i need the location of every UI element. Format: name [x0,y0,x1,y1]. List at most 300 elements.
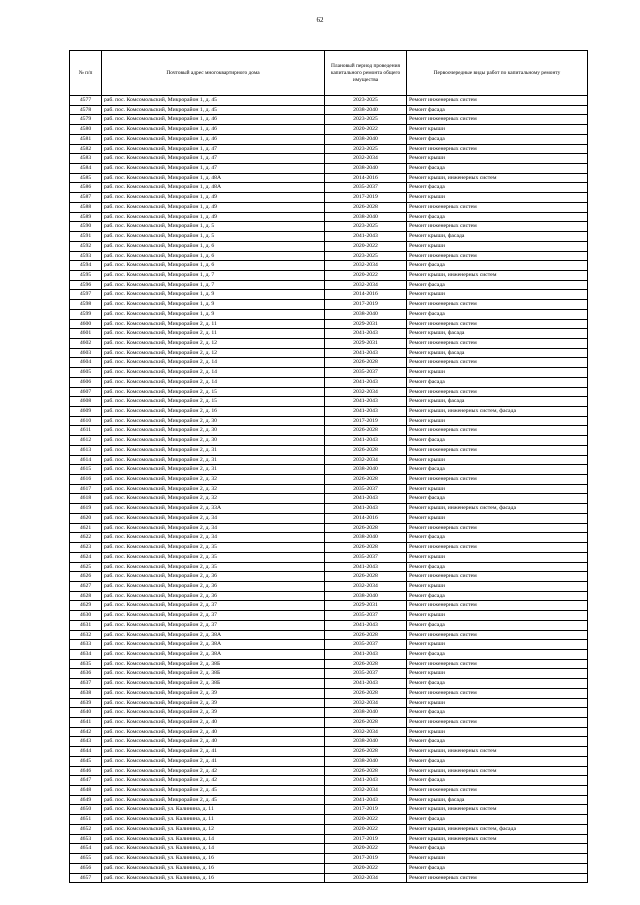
row-number: 4580 [70,125,102,135]
row-period: 2029-2031 [325,601,407,611]
row-period: 2032-2034 [325,387,407,397]
row-address: раб. пос. Комсомольский, Микрорайон 2, д. 38А [102,640,325,650]
row-number: 4653 [70,834,102,844]
row-number: 4631 [70,620,102,630]
row-number: 4645 [70,756,102,766]
table-row [70,543,588,553]
table-row [70,164,588,174]
row-period: 2026-2028 [325,523,407,533]
table-row [70,601,588,611]
table-row [70,484,588,494]
row-address: раб. пос. Комсомольский, Микрорайон 2, д. 37 [102,620,325,630]
row-period: 2038-2040 [325,164,407,174]
row-period: 2026-2028 [325,202,407,212]
row-works: Ремонт инженерных систем [407,572,588,582]
row-period: 2020-2022 [325,815,407,825]
row-address: раб. пос. Комсомольский, Микрорайон 2, д. 40 [102,718,325,728]
row-address: раб. пос. Комсомольский, Микрорайон 1, д. 9 [102,290,325,300]
row-address: раб. пос. Комсомольский, Микрорайон 2, д. 31 [102,465,325,475]
table-row [70,125,588,135]
row-number: 4641 [70,718,102,728]
row-address: раб. пос. Комсомольский, Микрорайон 1, д. 46 [102,125,325,135]
table-row [70,241,588,251]
row-period: 2038-2040 [325,737,407,747]
table-row [70,494,588,504]
table-row [70,630,588,640]
table-row [70,222,588,232]
row-period: 2041-2043 [325,377,407,387]
row-number: 4624 [70,552,102,562]
row-period: 2032-2034 [325,581,407,591]
row-address: раб. пос. Комсомольский, Микрорайон 2, д. 36 [102,572,325,582]
row-works: Ремонт крыши [407,698,588,708]
row-address: раб. пос. Комсомольский, Микрорайон 1, д. 9 [102,309,325,319]
row-number: 4650 [70,805,102,815]
row-number: 4634 [70,649,102,659]
table-row [70,154,588,164]
row-address: раб. пос. Комсомольский, Микрорайон 1, д. 7 [102,280,325,290]
table-row [70,173,588,183]
row-number: 4613 [70,445,102,455]
row-period: 2041-2043 [325,329,407,339]
row-number: 4637 [70,679,102,689]
table-row [70,134,588,144]
row-period: 2032-2034 [325,873,407,883]
row-address: раб. пос. Комсомольский, Микрорайон 2, д. 42 [102,766,325,776]
row-number: 4628 [70,591,102,601]
row-works: Ремонт фасада [407,620,588,630]
row-address: раб. пос. Комсомольский, Микрорайон 1, д. 47 [102,164,325,174]
row-number: 4605 [70,368,102,378]
table-row [70,805,588,815]
row-works: Ремонт крыши [407,727,588,737]
table-row [70,212,588,222]
row-number: 4602 [70,338,102,348]
row-works: Ремонт фасада [407,377,588,387]
row-period: 2041-2043 [325,620,407,630]
row-works: Ремонт фасада [407,591,588,601]
row-number: 4625 [70,562,102,572]
row-number: 4600 [70,319,102,329]
table-row [70,756,588,766]
row-works: Ремонт крыши, фасада [407,397,588,407]
table-row [70,251,588,261]
header-address: Почтовый адрес многоквартирного дома [102,51,325,96]
row-address: раб. пос. Комсомольский, Микрорайон 2, д. 38Б [102,669,325,679]
row-address: раб. пос. Комсомольский, Микрорайон 2, д. 35 [102,562,325,572]
row-works: Ремонт инженерных систем [407,251,588,261]
row-address: раб. пос. Комсомольский, Микрорайон 2, д. 12 [102,348,325,358]
table-row [70,669,588,679]
row-period: 2038-2040 [325,591,407,601]
row-number: 4633 [70,640,102,650]
row-period: 2026-2028 [325,475,407,485]
table-row [70,436,588,446]
row-works: Ремонт крыши [407,854,588,864]
row-works: Ремонт крыши, инженерных систем [407,805,588,815]
table-row [70,591,588,601]
table-row [70,815,588,825]
table-row [70,280,588,290]
row-number: 4649 [70,795,102,805]
row-number: 4655 [70,854,102,864]
table-row [70,183,588,193]
row-number: 4620 [70,513,102,523]
table-row [70,270,588,280]
table-row [70,202,588,212]
table-row [70,766,588,776]
table-row [70,611,588,621]
row-works: Ремонт крыши [407,640,588,650]
row-period: 2038-2040 [325,465,407,475]
row-address: раб. пос. Комсомольский, Микрорайон 2, д. 41 [102,747,325,757]
row-works: Ремонт инженерных систем [407,144,588,154]
row-number: 4587 [70,193,102,203]
row-number: 4654 [70,844,102,854]
row-number: 4601 [70,329,102,339]
row-works: Ремонт крыши [407,552,588,562]
row-address: раб. пос. Комсомольский, ул. Калинина, д. 16 [102,854,325,864]
table-row [70,465,588,475]
row-works: Ремонт инженерных систем [407,873,588,883]
row-number: 4635 [70,659,102,669]
table-row [70,329,588,339]
row-works: Ремонт крыши [407,513,588,523]
row-works: Ремонт инженерных систем [407,387,588,397]
row-works: Ремонт инженерных систем [407,688,588,698]
row-period: 2038-2040 [325,105,407,115]
row-works: Ремонт крыши, инженерных систем [407,747,588,757]
row-number: 4618 [70,494,102,504]
row-works: Ремонт инженерных систем [407,475,588,485]
row-works: Ремонт фасада [407,737,588,747]
row-works: Ремонт фасада [407,212,588,222]
table-row [70,338,588,348]
row-number: 4588 [70,202,102,212]
row-number: 4609 [70,407,102,417]
row-number: 4599 [70,309,102,319]
table-row [70,368,588,378]
row-address: раб. пос. Комсомольский, Микрорайон 2, д. 15 [102,387,325,397]
row-period: 2026-2028 [325,445,407,455]
row-address: раб. пос. Комсомольский, Микрорайон 1, д. 49 [102,212,325,222]
row-address: раб. пос. Комсомольский, Микрорайон 1, д. 49 [102,193,325,203]
table-row [70,679,588,689]
header-row [70,51,588,96]
row-works: Ремонт инженерных систем [407,202,588,212]
table-row [70,873,588,883]
row-period: 2020-2022 [325,125,407,135]
row-period: 2041-2043 [325,504,407,514]
row-period: 2026-2028 [325,659,407,669]
row-works: Ремонт фасада [407,815,588,825]
table-row [70,144,588,154]
row-number: 4608 [70,397,102,407]
row-works: Ремонт фасада [407,708,588,718]
row-works: Ремонт инженерных систем [407,523,588,533]
row-address: раб. пос. Комсомольский, Микрорайон 2, д. 37 [102,601,325,611]
row-address: раб. пос. Комсомольский, ул. Калинина, д. 14 [102,834,325,844]
table-row [70,261,588,271]
row-number: 4646 [70,766,102,776]
row-number: 4640 [70,708,102,718]
row-address: раб. пос. Комсомольский, Микрорайон 2, д. 37 [102,611,325,621]
table-row [70,649,588,659]
table-row [70,786,588,796]
row-address: раб. пос. Комсомольский, Микрорайон 1, д. 47 [102,154,325,164]
table-row [70,193,588,203]
row-number: 4642 [70,727,102,737]
row-works: Ремонт инженерных систем [407,222,588,232]
row-address: раб. пос. Комсомольский, Микрорайон 2, д. 45 [102,795,325,805]
row-number: 4614 [70,455,102,465]
row-works: Ремонт инженерных систем [407,319,588,329]
table-row [70,455,588,465]
row-number: 4623 [70,543,102,553]
row-period: 2038-2040 [325,756,407,766]
row-works: Ремонт фасада [407,164,588,174]
table-row [70,513,588,523]
row-number: 4611 [70,426,102,436]
row-address: раб. пос. Комсомольский, Микрорайон 2, д. 40 [102,727,325,737]
row-period: 2032-2034 [325,727,407,737]
row-address: раб. пос. Комсомольский, ул. Калинина, д. 16 [102,873,325,883]
row-address: раб. пос. Комсомольский, ул. Калинина, д. 16 [102,863,325,873]
table-row [70,105,588,115]
row-works: Ремонт крыши [407,416,588,426]
row-period: 2026-2028 [325,630,407,640]
row-works: Ремонт фасада [407,261,588,271]
table-row [70,659,588,669]
row-address: раб. пос. Комсомольский, Микрорайон 1, д. 6 [102,241,325,251]
table-row [70,475,588,485]
row-works: Ремонт инженерных систем [407,601,588,611]
row-period: 2017-2019 [325,416,407,426]
row-period: 2014-2016 [325,173,407,183]
table-header [70,51,588,96]
table-row [70,416,588,426]
row-period: 2041-2043 [325,232,407,242]
row-works: Ремонт крыши [407,368,588,378]
row-address: раб. пос. Комсомольский, Микрорайон 2, д. 14 [102,368,325,378]
table-row [70,504,588,514]
row-period: 2017-2019 [325,300,407,310]
row-address: раб. пос. Комсомольский, Микрорайон 2, д. 35 [102,543,325,553]
row-address: раб. пос. Комсомольский, Микрорайон 2, д. 32 [102,484,325,494]
row-number: 4617 [70,484,102,494]
row-period: 2023-2025 [325,222,407,232]
table-row [70,407,588,417]
row-number: 4621 [70,523,102,533]
row-number: 4584 [70,164,102,174]
row-period: 2035-2037 [325,669,407,679]
row-address: раб. пос. Комсомольский, Микрорайон 2, д. 32 [102,475,325,485]
row-address: раб. пос. Комсомольский, Микрорайон 2, д. 34 [102,513,325,523]
row-period: 2026-2028 [325,543,407,553]
row-number: 4627 [70,581,102,591]
row-number: 4597 [70,290,102,300]
row-number: 4579 [70,115,102,125]
row-address: раб. пос. Комсомольский, Микрорайон 2, д. 39 [102,698,325,708]
row-period: 2032-2034 [325,280,407,290]
row-period: 2035-2037 [325,552,407,562]
row-address: раб. пос. Комсомольский, Микрорайон 1, д. 49 [102,202,325,212]
row-address: раб. пос. Комсомольский, ул. Калинина, д. 11 [102,815,325,825]
row-works: Ремонт крыши, инженерных систем, фасада [407,407,588,417]
row-address: раб. пос. Комсомольский, ул. Калинина, д. 11 [102,805,325,815]
row-number: 4577 [70,96,102,106]
row-works: Ремонт фасада [407,863,588,873]
table-row [70,445,588,455]
row-address: раб. пос. Комсомольский, Микрорайон 1, д. 46 [102,134,325,144]
row-period: 2020-2022 [325,241,407,251]
row-address: раб. пос. Комсомольский, Микрорайон 1, д. 6 [102,251,325,261]
row-works: Ремонт крыши [407,455,588,465]
row-works: Ремонт крыши, фасада [407,795,588,805]
row-works: Ремонт фасада [407,756,588,766]
row-works: Ремонт фасада [407,679,588,689]
row-works: Ремонт крыши [407,669,588,679]
row-works: Ремонт инженерных систем [407,786,588,796]
row-address: раб. пос. Комсомольский, ул. Калинина, д. 14 [102,844,325,854]
row-address: раб. пос. Комсомольский, Микрорайон 2, д. 11 [102,329,325,339]
row-address: раб. пос. Комсомольский, Микрорайон 2, д. 36 [102,591,325,601]
row-period: 2029-2031 [325,319,407,329]
row-period: 2026-2028 [325,358,407,368]
row-address: раб. пос. Комсомольский, Микрорайон 2, д. 33А [102,504,325,514]
row-address: раб. пос. Комсомольский, Микрорайон 1, д. 48А [102,183,325,193]
table-row [70,718,588,728]
row-address: раб. пос. Комсомольский, Микрорайон 2, д. 36 [102,581,325,591]
row-number: 4583 [70,154,102,164]
row-address: раб. пос. Комсомольский, Микрорайон 2, д. 42 [102,776,325,786]
row-number: 4629 [70,601,102,611]
table-row [70,397,588,407]
row-number: 4632 [70,630,102,640]
row-address: раб. пос. Комсомольский, Микрорайон 2, д. 38А [102,649,325,659]
row-number: 4591 [70,232,102,242]
table-row [70,834,588,844]
table-row [70,426,588,436]
row-number: 4612 [70,436,102,446]
row-address: раб. пос. Комсомольский, Микрорайон 1, д. 5 [102,222,325,232]
row-number: 4578 [70,105,102,115]
table-row [70,348,588,358]
table-row [70,377,588,387]
row-number: 4656 [70,863,102,873]
row-address: раб. пос. Комсомольский, Микрорайон 1, д. 46 [102,115,325,125]
header-period: Плановый период проведения капитального ремонта общего имущества [325,51,407,96]
row-address: раб. пос. Комсомольский, Микрорайон 1, д. 9 [102,300,325,310]
row-period: 2026-2028 [325,572,407,582]
row-address: раб. пос. Комсомольский, Микрорайон 2, д. 34 [102,533,325,543]
row-number: 4630 [70,611,102,621]
row-number: 4652 [70,824,102,834]
row-period: 2020-2022 [325,863,407,873]
row-works: Ремонт крыши [407,611,588,621]
row-works: Ремонт крыши, инженерных систем [407,173,588,183]
row-number: 4606 [70,377,102,387]
row-address: раб. пос. Комсомольский, Микрорайон 1, д. 48А [102,173,325,183]
row-works: Ремонт инженерных систем [407,543,588,553]
row-period: 2041-2043 [325,649,407,659]
row-address: раб. пос. Комсомольский, ул. Калинина, д. 12 [102,824,325,834]
row-period: 2020-2022 [325,824,407,834]
row-period: 2014-2016 [325,513,407,523]
row-number: 4594 [70,261,102,271]
row-address: раб. пос. Комсомольский, Микрорайон 2, д. 30 [102,426,325,436]
table-row [70,854,588,864]
row-works: Ремонт крыши, фасада [407,232,588,242]
row-address: раб. пос. Комсомольский, Микрорайон 2, д. 31 [102,445,325,455]
row-period: 2032-2034 [325,154,407,164]
table-row [70,824,588,834]
row-number: 4598 [70,300,102,310]
row-period: 2026-2028 [325,766,407,776]
row-works: Ремонт фасада [407,309,588,319]
table-row [70,747,588,757]
row-period: 2038-2040 [325,212,407,222]
row-works: Ремонт крыши, инженерных систем, фасада [407,824,588,834]
row-period: 2026-2028 [325,718,407,728]
row-works: Ремонт фасада [407,562,588,572]
row-number: 4593 [70,251,102,261]
row-works: Ремонт фасада [407,494,588,504]
row-works: Ремонт крыши [407,290,588,300]
row-address: раб. пос. Комсомольский, Микрорайон 1, д. 45 [102,105,325,115]
row-period: 2032-2034 [325,698,407,708]
row-period: 2038-2040 [325,134,407,144]
row-works: Ремонт фасада [407,183,588,193]
row-works: Ремонт инженерных систем [407,358,588,368]
header-num: № п/п [70,51,102,96]
row-address: раб. пос. Комсомольский, Микрорайон 2, д. 38Б [102,679,325,689]
row-period: 2026-2028 [325,426,407,436]
row-period: 2041-2043 [325,436,407,446]
row-number: 4638 [70,688,102,698]
table-row [70,523,588,533]
row-works: Ремонт инженерных систем [407,426,588,436]
row-works: Ремонт инженерных систем [407,630,588,640]
row-period: 2041-2043 [325,795,407,805]
table-row [70,552,588,562]
row-period: 2020-2022 [325,270,407,280]
row-works: Ремонт фасада [407,844,588,854]
row-number: 4586 [70,183,102,193]
row-works: Ремонт крыши [407,581,588,591]
row-address: раб. пос. Комсомольский, Микрорайон 2, д. 38Б [102,659,325,669]
row-address: раб. пос. Комсомольский, Микрорайон 2, д. 40 [102,737,325,747]
row-period: 2041-2043 [325,494,407,504]
row-address: раб. пос. Комсомольский, Микрорайон 2, д. 16 [102,407,325,417]
row-works: Ремонт инженерных систем [407,96,588,106]
table-row [70,863,588,873]
row-works: Ремонт крыши [407,125,588,135]
table-row [70,290,588,300]
row-number: 4647 [70,776,102,786]
row-number: 4626 [70,572,102,582]
row-period: 2035-2037 [325,368,407,378]
row-number: 4604 [70,358,102,368]
row-address: раб. пос. Комсомольский, Микрорайон 2, д. 45 [102,786,325,796]
row-period: 2017-2019 [325,834,407,844]
row-number: 4607 [70,387,102,397]
row-address: раб. пос. Комсомольский, Микрорайон 2, д. 14 [102,358,325,368]
row-period: 2032-2034 [325,261,407,271]
row-period: 2026-2028 [325,747,407,757]
row-address: раб. пос. Комсомольский, Микрорайон 2, д. 41 [102,756,325,766]
table-row [70,640,588,650]
